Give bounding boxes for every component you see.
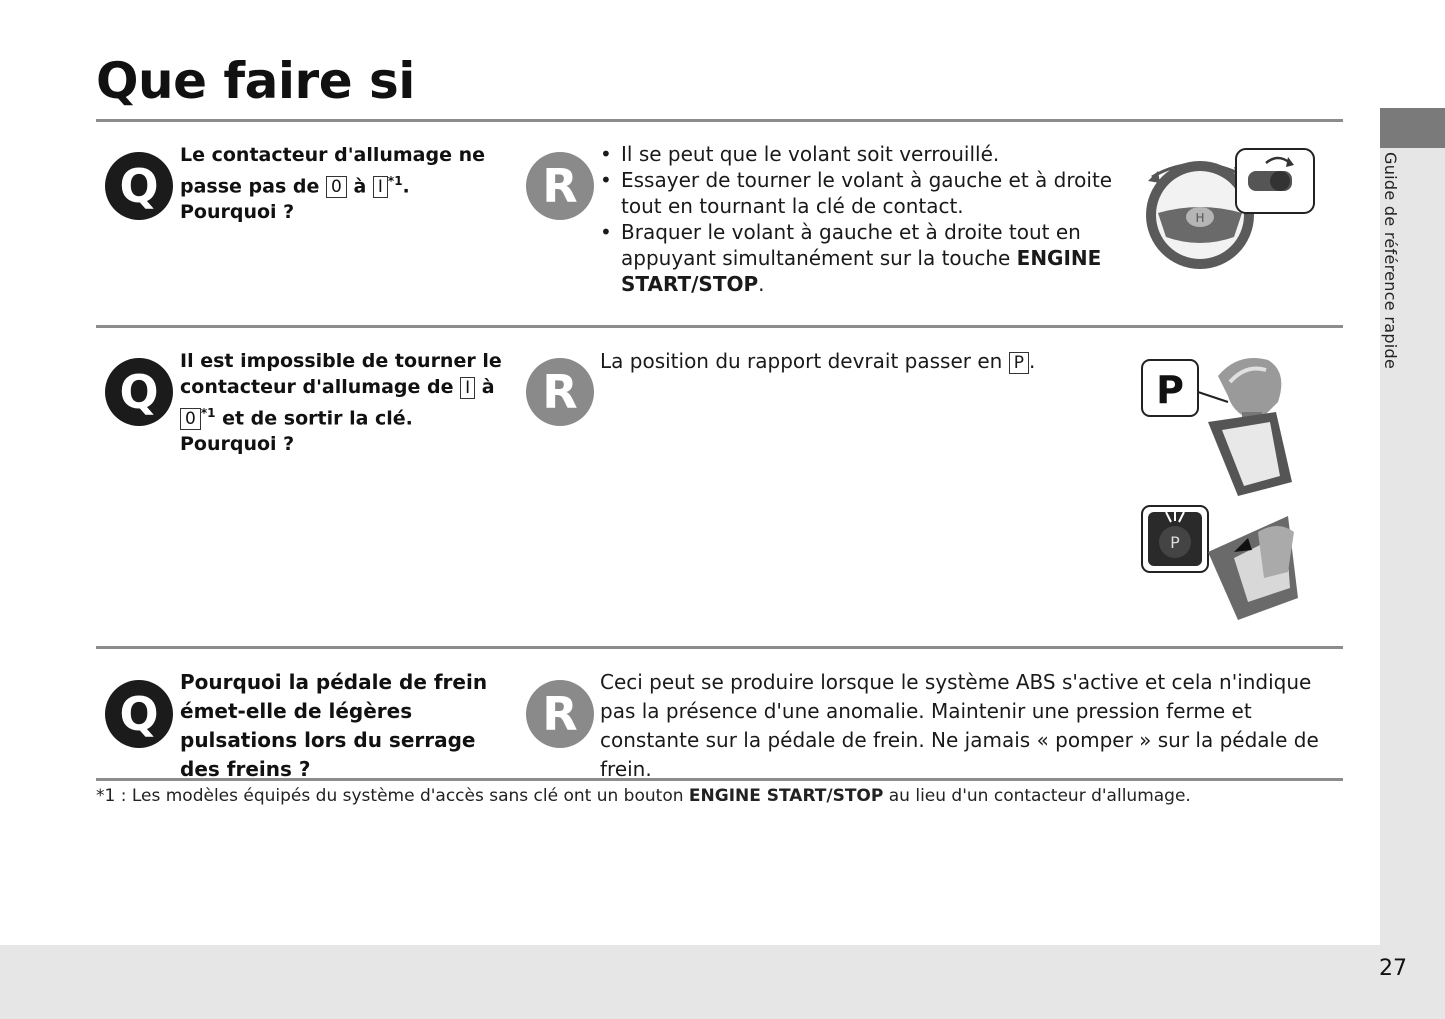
key-park: P: [1009, 352, 1029, 374]
footnote-bold: ENGINE START/STOP: [688, 786, 884, 806]
answer-badge: R: [526, 680, 594, 748]
question-3: Pourquoi la pédale de frein émet-elle de légères pulsations lors du serrage des freins ?: [180, 670, 488, 781]
page-number: 27: [1379, 956, 1407, 981]
footnote-text: au lieu d'un contacteur d'allumage.: [888, 786, 1191, 806]
bullet-text: Il se peut que le volant soit verrouillé.: [621, 142, 1000, 166]
bullet-item: • Braquer le volant à gauche et à droite tout en appuyant simultanément sur la touche ENGINE START/STOP.: [600, 219, 1120, 297]
question-badge: Q: [105, 680, 173, 748]
question-text: et de sortir la clé.: [222, 407, 413, 430]
question-line: Le contacteur d'allumage ne: [180, 144, 486, 166]
key-on: I: [373, 176, 388, 198]
bullet-item: • Il se peut que le volant soit verrouillé.: [600, 142, 1000, 166]
answer-1: [600, 141, 1120, 297]
question-badge: Q: [105, 152, 173, 220]
question-line: Il est impossible de tourner le: [180, 350, 502, 372]
question-line: [180, 400, 502, 431]
answer-badge: R: [526, 152, 594, 220]
question-badge: Q: [105, 358, 173, 426]
question-line: Pourquoi ?: [180, 201, 295, 224]
bullet-text: Essayer de tourner le volant à gauche et à droite tout en tournant la clé de contact.: [621, 168, 1113, 218]
gear-shifter-illustration: [1138, 352, 1310, 504]
question-2: [180, 348, 502, 457]
question-text: à: [353, 175, 367, 198]
question-text: à: [481, 376, 495, 398]
key-off: 0: [326, 176, 347, 198]
question-text: .: [402, 175, 410, 198]
divider: [96, 325, 1343, 328]
question-line: Pourquoi ?: [180, 433, 295, 456]
shift-button-illustration: [1138, 502, 1310, 624]
steering-wheel-illustration: [1138, 145, 1320, 270]
footnote-ref: *1: [387, 174, 403, 188]
page-title: Que faire si: [96, 52, 415, 110]
question-line: [180, 168, 485, 199]
question-text: passe pas de: [180, 175, 320, 198]
answer-2: [600, 348, 1120, 374]
answer-text: La position du rapport devrait passer en: [600, 349, 1003, 373]
key-on: I: [460, 377, 475, 399]
footnote-ref: *1: [200, 406, 216, 420]
question-line: [180, 374, 502, 400]
divider: [96, 646, 1343, 649]
footnote: [96, 786, 1191, 806]
key-off: 0: [180, 408, 201, 430]
section-label: Guide de référence rapide: [1381, 152, 1400, 370]
answer-3: Ceci peut se produire lorsque le système ABS s'active et cela n'indique pas la présence d'une anomalie. Maintenir une pression ferme et constante sur la pédale de frein. Ne jamais « pomper » sur la pédale de frein.: [600, 670, 1319, 781]
bullet-text: [621, 219, 1120, 297]
bold-button-name: ENGINE START/STOP: [621, 246, 1102, 296]
bullet-text-part: Braquer le volant à gauche et à droite tout en appuyant simultanément sur la touche: [621, 220, 1081, 270]
footer-band: [0, 945, 1445, 1019]
svg-text:P: P: [1156, 368, 1184, 412]
bullet-text-part: .: [758, 272, 765, 296]
svg-text:P: P: [1170, 533, 1180, 552]
svg-text:H: H: [1195, 211, 1205, 225]
answer-text: .: [1028, 349, 1036, 373]
divider: [96, 119, 1343, 122]
question-text: contacteur d'allumage de: [180, 376, 454, 398]
bullet-item: • Essayer de tourner le volant à gauche et à droite tout en tournant la clé de contact.: [600, 167, 1120, 219]
footnote-text: *1 : Les modèles équipés du système d'accès sans clé ont un bouton: [96, 786, 684, 806]
section-tab[interactable]: [1380, 108, 1445, 148]
question-1: [180, 142, 485, 225]
answer-badge: R: [526, 358, 594, 426]
